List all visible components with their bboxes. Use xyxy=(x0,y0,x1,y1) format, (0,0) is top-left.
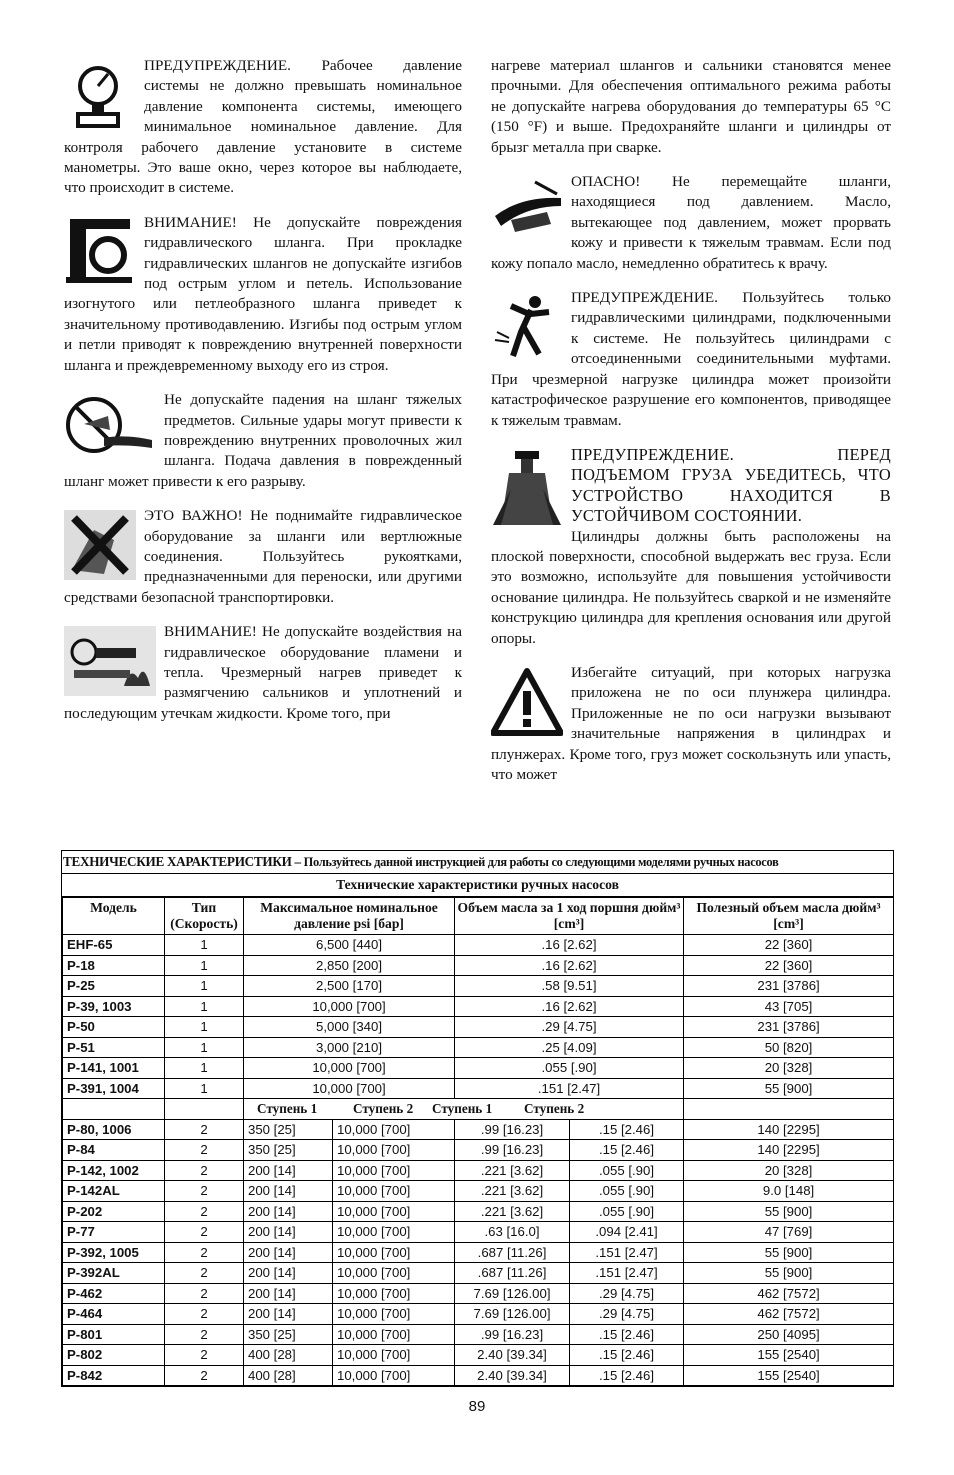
col-usable-oil: Полезный объем масла дюйм³ [cm³] xyxy=(684,898,894,935)
paragraph: ПРЕДУПРЕЖДЕНИЕ. Пользуйтесь только гидравлическими цилиндрами, подключенными к системе. Не пользуйтесь цилиндрами с отсоединенными соединительными муфтами. При чрезмерной нагрузке цилиндра может произойти катастрофическое разрушение его компонентов, приводящее к тяжелым травмам. xyxy=(491,289,891,429)
pressure-stage-2-cell: 10,000 [700] xyxy=(333,1304,455,1325)
model-cell: P-142, 1002 xyxy=(63,1160,165,1181)
oil-stage-1-cell: .99 [16.23] xyxy=(455,1119,570,1140)
oil-stage-2-cell: .29 [4.75] xyxy=(570,1304,684,1325)
model-cell: P-39, 1003 xyxy=(63,996,165,1017)
usable-oil-cell: 140 [2295] xyxy=(684,1119,894,1140)
table-row xyxy=(63,935,894,956)
model-cell: P-801 xyxy=(63,1324,165,1345)
pressure-stage-2-cell: 10,000 [700] xyxy=(333,1201,455,1222)
model-cell: P-842 xyxy=(63,1365,165,1386)
pressure-stage-2-cell: 10,000 [700] xyxy=(333,1160,455,1181)
oil-per-stroke-cell: .58 [9.51] xyxy=(455,976,684,997)
table-row xyxy=(63,1263,894,1284)
pressure-stage-1-cell: 400 [28] xyxy=(244,1365,333,1386)
specs-heading-rest: Пользуйтесь данной инструкцией для работы со следующими моделями ручных насосов xyxy=(300,855,779,869)
type-cell: 1 xyxy=(165,996,244,1017)
oil-stage-2-cell: .151 [2.47] xyxy=(570,1242,684,1263)
table-row xyxy=(63,1078,894,1099)
type-cell: 2 xyxy=(165,1181,244,1202)
pressure-stage-2-cell: 10,000 [700] xyxy=(333,1283,455,1304)
stage-2-oil-label: Ступень 2 xyxy=(524,1101,585,1117)
type-cell: 2 xyxy=(165,1365,244,1386)
table-row xyxy=(63,1283,894,1304)
oil-stage-2-cell: .055 [.90] xyxy=(570,1160,684,1181)
oil-stage-1-cell: .687 [11.26] xyxy=(455,1242,570,1263)
heat-flame-icon xyxy=(64,626,156,696)
model-cell: P-392AL xyxy=(63,1263,165,1284)
oil-stage-1-cell: .221 [3.62] xyxy=(455,1181,570,1202)
type-cell: 2 xyxy=(165,1345,244,1366)
pressure-stage-1-cell: 350 [25] xyxy=(244,1324,333,1345)
stage-label-body xyxy=(63,1099,894,1120)
oil-stage-2-cell: .055 [.90] xyxy=(570,1201,684,1222)
pressure-cell: 2,850 [200] xyxy=(244,955,455,976)
table-row xyxy=(63,1017,894,1038)
model-cell: P-202 xyxy=(63,1201,165,1222)
type-cell: 2 xyxy=(165,1283,244,1304)
table-row xyxy=(63,1222,894,1243)
model-cell: P-802 xyxy=(63,1345,165,1366)
oil-stage-1-cell: 7.69 [126.00] xyxy=(455,1304,570,1325)
pressure-stage-2-cell: 10,000 [700] xyxy=(333,1119,455,1140)
oil-per-stroke-cell: .055 [.90] xyxy=(455,1058,684,1079)
model-cell: P-391, 1004 xyxy=(63,1078,165,1099)
table-row xyxy=(63,1242,894,1263)
table-row xyxy=(63,1058,894,1079)
pressure-stage-2-cell: 10,000 [700] xyxy=(333,1365,455,1386)
pressure-cell: 10,000 [700] xyxy=(244,1078,455,1099)
type-cell: 1 xyxy=(165,976,244,997)
oil-stage-1-cell: .221 [3.62] xyxy=(455,1160,570,1181)
oil-stage-2-cell: .15 [2.46] xyxy=(570,1345,684,1366)
hose-bend-icon xyxy=(64,217,136,287)
usable-oil-cell: 55 [900] xyxy=(684,1078,894,1099)
usable-oil-cell: 55 [900] xyxy=(684,1263,894,1284)
table-row xyxy=(63,996,894,1017)
injured-person-icon xyxy=(491,292,563,362)
paragraph: ОПАСНО! Не перемещайте шланги, находящиеся под давлением. Масло, вытекающее под давлением, может прорвать кожу и привести к тяжелым травмам. Если под кожу попало масло, немедленно обратитесь к врачу. xyxy=(491,173,891,272)
usable-oil-cell: 22 [360] xyxy=(684,935,894,956)
usable-oil-cell: 231 [3786] xyxy=(684,1017,894,1038)
oil-per-stroke-cell: .29 [4.75] xyxy=(455,1017,684,1038)
type-cell: 2 xyxy=(165,1140,244,1161)
pressure-stage-1-cell: 350 [25] xyxy=(244,1140,333,1161)
usable-oil-cell: 9.0 [148] xyxy=(684,1181,894,1202)
pressure-stage-2-cell: 10,000 [700] xyxy=(333,1222,455,1243)
table-row xyxy=(63,1037,894,1058)
model-cell: P-462 xyxy=(63,1283,165,1304)
oil-stage-1-cell: .99 [16.23] xyxy=(455,1324,570,1345)
model-cell: EHF-65 xyxy=(63,935,165,956)
usable-oil-cell: 55 [900] xyxy=(684,1242,894,1263)
warning-triangle-icon xyxy=(491,667,563,737)
oil-stage-1-cell: .221 [3.62] xyxy=(455,1201,570,1222)
type-cell: 1 xyxy=(165,1058,244,1079)
usable-oil-cell: 250 [4095] xyxy=(684,1324,894,1345)
pressure-stage-1-cell: 200 [14] xyxy=(244,1304,333,1325)
type-cell: 1 xyxy=(165,1078,244,1099)
usable-oil-cell: 20 [328] xyxy=(684,1058,894,1079)
col-model: Модель xyxy=(63,898,165,935)
oil-stage-2-cell: .151 [2.47] xyxy=(570,1263,684,1284)
danger-hose-block xyxy=(491,172,891,274)
usable-oil-cell: 43 [705] xyxy=(684,996,894,1017)
model-cell: P-50 xyxy=(63,1017,165,1038)
stable-cylinder-block xyxy=(491,445,891,649)
oil-per-stroke-cell: .16 [2.62] xyxy=(455,935,684,956)
specs-subtitle: Технические характеристики ручных насосов xyxy=(62,874,893,897)
type-cell: 2 xyxy=(165,1201,244,1222)
continuation-block xyxy=(491,56,891,158)
usable-oil-cell: 55 [900] xyxy=(684,1201,894,1222)
oil-stage-1-cell: .63 [16.0] xyxy=(455,1222,570,1243)
table-row xyxy=(63,1160,894,1181)
pressure-stage-1-cell: 200 [14] xyxy=(244,1201,333,1222)
stage-1-label: Ступень 1 xyxy=(257,1101,318,1117)
table-row xyxy=(63,1365,894,1386)
col-type: Тип (Скорость) xyxy=(165,898,244,935)
paragraph: Не допускайте падения на шланг тяжелых предметов. Сильные удары могут привести к повреждению внутренних проволочных жил шланга. Подача давления в поврежденный шланг может привести к его разрыву. xyxy=(64,391,462,490)
table-row xyxy=(63,1201,894,1222)
usable-oil-cell: 47 [769] xyxy=(684,1222,894,1243)
model-cell: P-51 xyxy=(63,1037,165,1058)
pressure-cell: 10,000 [700] xyxy=(244,996,455,1017)
no-lift-block xyxy=(64,506,462,608)
oil-stage-1-cell: 2.40 [39.34] xyxy=(455,1345,570,1366)
usable-oil-cell: 22 [360] xyxy=(684,955,894,976)
oil-stage-1-cell: .687 [11.26] xyxy=(455,1263,570,1284)
model-cell: P-464 xyxy=(63,1304,165,1325)
falling-object-icon xyxy=(64,394,156,456)
oil-stage-2-cell: .055 [.90] xyxy=(570,1181,684,1202)
pressure-stage-2-cell: 10,000 [700] xyxy=(333,1140,455,1161)
table-row xyxy=(63,1324,894,1345)
stage-1-oil-label: Ступень 1 xyxy=(432,1101,493,1117)
table-header-row xyxy=(63,898,894,935)
usable-oil-cell: 155 [2540] xyxy=(684,1365,894,1386)
oil-stage-2-cell: .15 [2.46] xyxy=(570,1365,684,1386)
pressure-cell: 6,500 [440] xyxy=(244,935,455,956)
off-center-load-block xyxy=(491,663,891,785)
pressure-stage-2-cell: 10,000 [700] xyxy=(333,1181,455,1202)
usable-oil-cell: 231 [3786] xyxy=(684,976,894,997)
model-cell: P-25 xyxy=(63,976,165,997)
paragraph: ЭТО ВАЖНО! Не поднимайте гидравлическое оборудование за шланги или вертлюжные соединения. Пользуйтесь рукоятками, предназначенными для переноски, или другими средствами безопасной транспортировки. xyxy=(64,507,462,606)
pressure-stage-2-cell: 10,000 [700] xyxy=(333,1324,455,1345)
oil-stage-2-cell: .15 [2.46] xyxy=(570,1119,684,1140)
oil-stage-1-cell: .99 [16.23] xyxy=(455,1140,570,1161)
table-row xyxy=(63,1119,894,1140)
table-row xyxy=(63,1304,894,1325)
table-row xyxy=(63,955,894,976)
pressure-cell: 2,500 [170] xyxy=(244,976,455,997)
usable-oil-cell: 462 [7572] xyxy=(684,1304,894,1325)
type-cell: 2 xyxy=(165,1119,244,1140)
paragraph: Цилиндры должны быть расположены на плоской поверхности, способной выдержать вес груза. Если это возможно, используйте для повышения устойчивости основание цилиндра. Не пользуйтесь сваркой и не изменяйте конструкцию цилиндра для крепления основания или другой опоры. xyxy=(491,527,891,647)
type-cell: 1 xyxy=(165,935,244,956)
two-stage-body xyxy=(63,1119,894,1386)
pressure-stage-1-cell: 400 [28] xyxy=(244,1345,333,1366)
paragraph-caps: ПРЕДУПРЕЖДЕНИЕ. ПЕРЕД ПОДЪЕМОМ ГРУЗА УБЕДИТЕСЬ, ЧТО УСТРОЙСТВО НАХОДИТСЯ В УСТОЙЧИВОМ СОСТОЯНИИ. xyxy=(571,444,891,526)
type-cell: 2 xyxy=(165,1222,244,1243)
col-oil-per-stroke: Объем масла за 1 ход поршня дюйм³ [cm³] xyxy=(455,898,684,935)
type-cell: 1 xyxy=(165,1037,244,1058)
type-cell: 2 xyxy=(165,1263,244,1284)
pressure-cell: 10,000 [700] xyxy=(244,1058,455,1079)
usable-oil-cell: 20 [328] xyxy=(684,1160,894,1181)
oil-stage-2-cell: .15 [2.46] xyxy=(570,1140,684,1161)
type-cell: 1 xyxy=(165,1017,244,1038)
model-cell: P-18 xyxy=(63,955,165,976)
specs-heading xyxy=(62,851,893,874)
usable-oil-cell: 462 [7572] xyxy=(684,1283,894,1304)
pressure-stage-2-cell: 10,000 [700] xyxy=(333,1242,455,1263)
model-cell: P-77 xyxy=(63,1222,165,1243)
pressure-stage-1-cell: 200 [14] xyxy=(244,1160,333,1181)
specs-table-box xyxy=(61,850,894,1387)
pressure-cell: 5,000 [340] xyxy=(244,1017,455,1038)
paragraph: ВНИМАНИЕ! Не допускайте воздействия на гидравлическое оборудование пламени и тепла. Чрезмерный нагрев приведет к размягчению сальников и уплотнений и последующим утечкам жидкости. Кроме того, при xyxy=(64,623,462,722)
pressure-stage-2-cell: 10,000 [700] xyxy=(333,1345,455,1366)
table-row xyxy=(63,976,894,997)
usable-oil-cell: 155 [2540] xyxy=(684,1345,894,1366)
page-number: 89 xyxy=(468,1398,486,1415)
specs-heading-bold: ТЕХНИЧЕСКИЕ ХАРАКТЕРИСТИКИ – xyxy=(63,854,301,869)
pressurized-hose-hand-icon xyxy=(491,176,563,246)
pressure-stage-1-cell: 200 [14] xyxy=(244,1222,333,1243)
paragraph: ПРЕДУПРЕЖДЕНИЕ. Рабочее давление системы не должно превышать номинальное давление компонента системы, имеющего минимальное номинальное давление. Для контроля рабочего давление установите в системе манометры. Это ваше окно, через которое вы наблюдаете, что происходит в системе. xyxy=(64,57,462,197)
oil-per-stroke-cell: .16 [2.62] xyxy=(455,955,684,976)
pressure-stage-2-cell: 10,000 [700] xyxy=(333,1263,455,1284)
oil-per-stroke-cell: .151 [2.47] xyxy=(455,1078,684,1099)
oil-stage-2-cell: .29 [4.75] xyxy=(570,1283,684,1304)
oil-stage-1-cell: 7.69 [126.00] xyxy=(455,1283,570,1304)
oil-stage-2-cell: .094 [2.41] xyxy=(570,1222,684,1243)
type-cell: 2 xyxy=(165,1242,244,1263)
model-cell: P-141, 1001 xyxy=(63,1058,165,1079)
warning-pressure-block xyxy=(64,56,462,199)
paragraph: Избегайте ситуаций, при которых нагрузка приложена не по оси плунжера цилиндра. Приложенные не по оси нагрузки вызывают значительные напряжения в цилиндрах и плунжерах. Кроме того, груз может соскользнуть или упасть, что может xyxy=(491,663,891,783)
table-row xyxy=(63,1140,894,1161)
single-stage-body xyxy=(63,935,894,1099)
oil-stage-2-cell: .15 [2.46] xyxy=(570,1324,684,1345)
oil-stage-1-cell: 2.40 [39.34] xyxy=(455,1365,570,1386)
type-cell: 1 xyxy=(165,955,244,976)
pressure-gauge-icon xyxy=(64,60,136,130)
usable-oil-cell: 50 [820] xyxy=(684,1037,894,1058)
type-cell: 2 xyxy=(165,1304,244,1325)
no-lift-by-hose-icon xyxy=(64,510,136,580)
pressure-cell: 3,000 [210] xyxy=(244,1037,455,1058)
paragraph: нагреве материал шлангов и сальники становятся менее прочными. Для обеспечения оптимального режима работы не допускайте нагрева оборудования до температуры 65 °C (150 °F) и выше. Предохраняйте шланги и цилиндры от брызг металла при сварке. xyxy=(491,57,891,156)
col-pressure: Максимальное номинальное давление psi [бар] xyxy=(244,898,455,935)
table-row xyxy=(63,1345,894,1366)
hose-bend-block xyxy=(64,213,462,376)
oil-per-stroke-cell: .16 [2.62] xyxy=(455,996,684,1017)
stage-2-label: Ступень 2 xyxy=(353,1101,414,1117)
stage-label-row xyxy=(63,1099,894,1120)
cylinder-connect-block xyxy=(491,288,891,431)
model-cell: P-392, 1005 xyxy=(63,1242,165,1263)
right-column xyxy=(491,56,891,799)
left-column xyxy=(64,56,462,738)
specs-table xyxy=(62,897,894,1386)
pressure-stage-1-cell: 200 [14] xyxy=(244,1181,333,1202)
model-cell: P-80, 1006 xyxy=(63,1119,165,1140)
falling-object-block xyxy=(64,390,462,492)
usable-oil-cell: 140 [2295] xyxy=(684,1140,894,1161)
pressure-stage-1-cell: 200 [14] xyxy=(244,1283,333,1304)
oil-per-stroke-cell: .25 [4.09] xyxy=(455,1037,684,1058)
heat-flame-block xyxy=(64,622,462,724)
stable-cylinder-icon xyxy=(491,449,563,529)
model-cell: P-142AL xyxy=(63,1181,165,1202)
type-cell: 2 xyxy=(165,1324,244,1345)
pressure-stage-1-cell: 200 [14] xyxy=(244,1242,333,1263)
paragraph: ВНИМАНИЕ! Не допускайте повреждения гидравлического шланга. При прокладке гидравлических шлангов не допускайте изгибов под острым углом и петель. Использование изогнутого или петлеобразного шланга приведет к значительному противодавлению. Изгибы под острым углом и петли приводят к повреждению внутренней поверхности шланга и преждевременному выходу его из строя. xyxy=(64,213,462,374)
pressure-stage-1-cell: 350 [25] xyxy=(244,1119,333,1140)
pressure-stage-1-cell: 200 [14] xyxy=(244,1263,333,1284)
type-cell: 2 xyxy=(165,1160,244,1181)
model-cell: P-84 xyxy=(63,1140,165,1161)
table-row xyxy=(63,1181,894,1202)
